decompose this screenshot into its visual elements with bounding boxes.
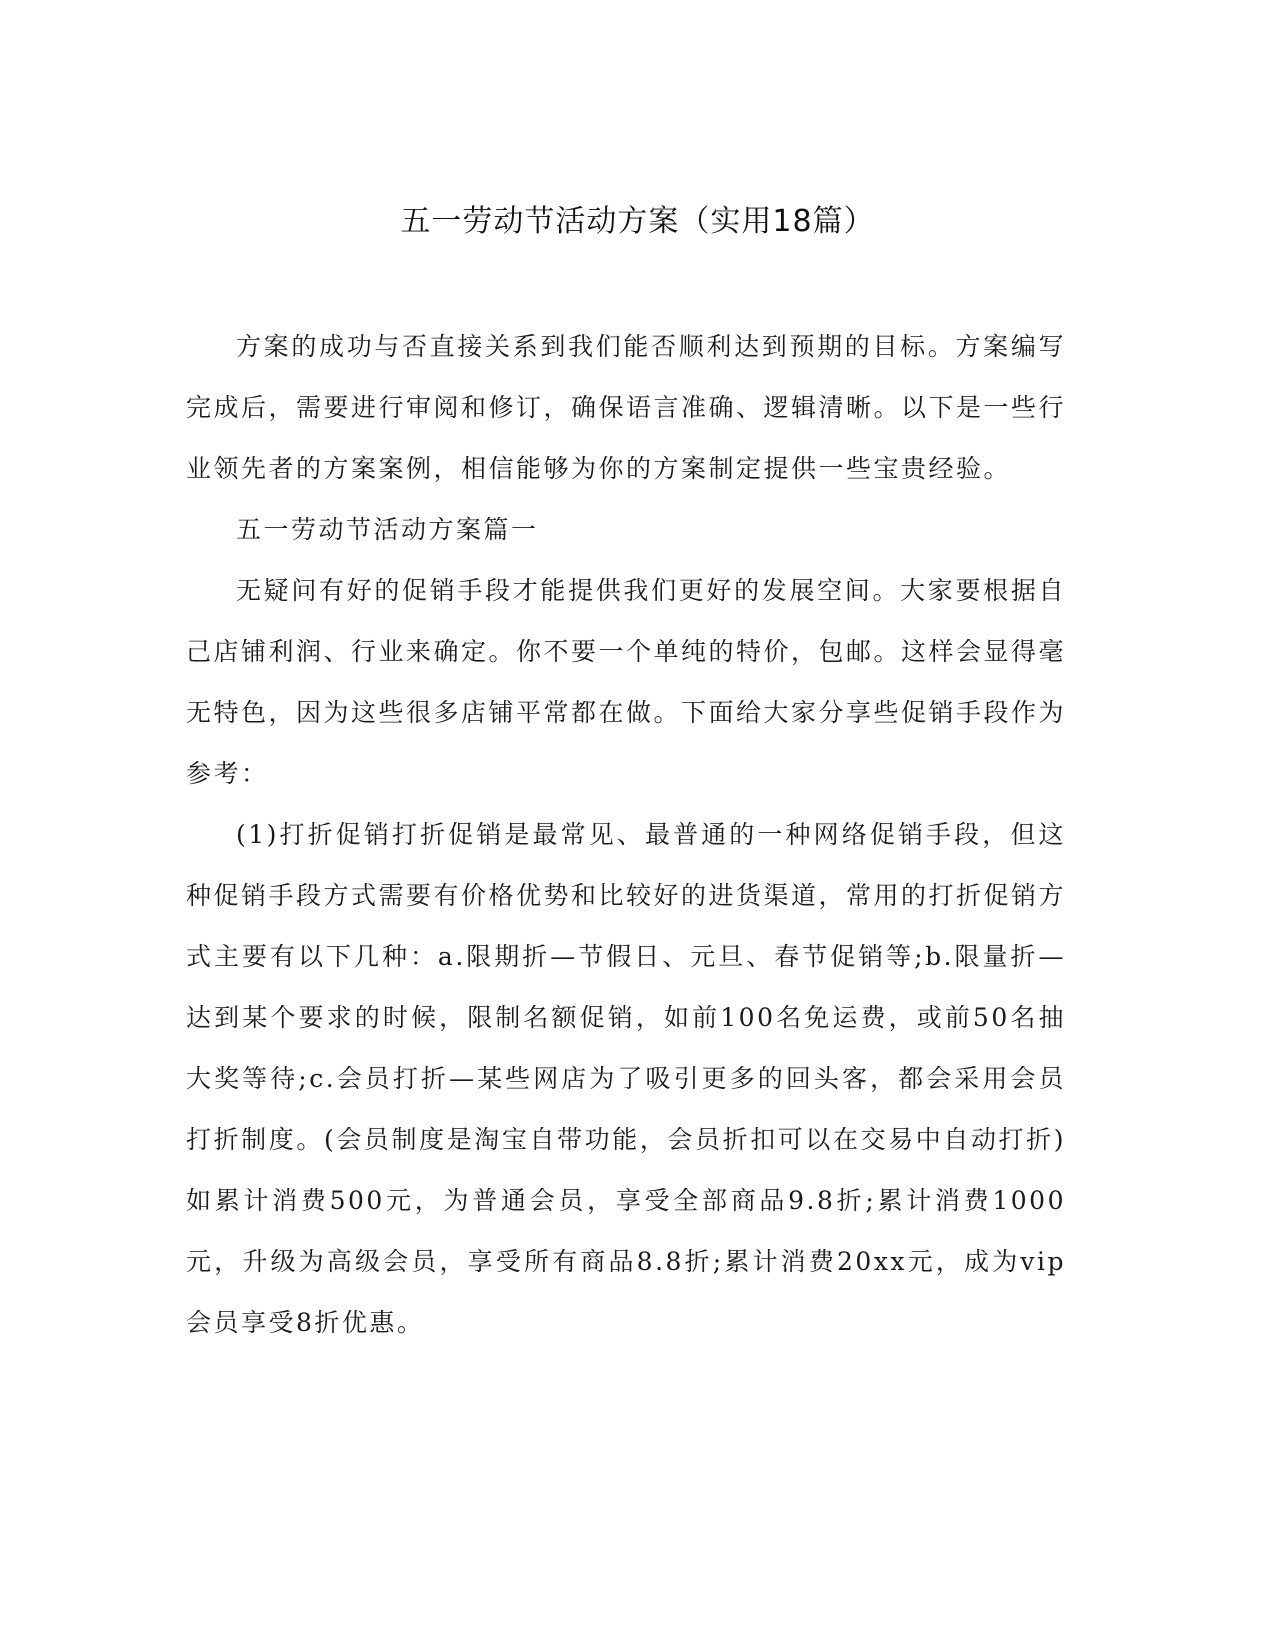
document-body	[186, 316, 1066, 1353]
document-title: 五一劳动节活动方案（实用18篇）	[400, 204, 875, 239]
paragraph-promotion: 无疑问有好的促销手段才能提供我们更好的发展空间。大家要根据自己店铺利润、行业来确定。你不要一个单纯的特价，包邮。这样会显得毫无特色，因为这些很多店铺平常都在做。下面给大家分享些促销手段作为参考：	[186, 576, 1067, 788]
paragraph-intro: 方案的成功与否直接关系到我们能否顺利达到预期的目标。方案编写完成后，需要进行审阅和修订，确保语言准确、逻辑清晰。以下是一些行业领先者的方案案例，相信能够为你的方案制定提供一些宝贵经验。	[186, 332, 1067, 483]
paragraph-discount: (1)打折促销打折促销是最常见、最普通的一种网络促销手段，但这种促销手段方式需要有价格优势和比较好的进货渠道，常用的打折促销方式主要有以下几种：a.限期折—节假日、元旦、春节促销等;b.限量折—达到某个要求的时候，限制名额促销，如前100名免运费，或前50名抽大奖等待;c.会员打折—某些网店为了吸引更多的回头客，都会采用会员打折制度。(会员制度是淘宝自带功能，会员折扣可以在交易中自动打折)如累计消费500元，为普通会员，享受全部商品9.8折;累计消费1000元，升级为高级会员，享受所有商品8.8折;累计消费20xx元，成为vip会员享受8折优惠。	[186, 820, 1067, 1337]
section-heading: 五一劳动节活动方案篇一	[236, 515, 539, 544]
